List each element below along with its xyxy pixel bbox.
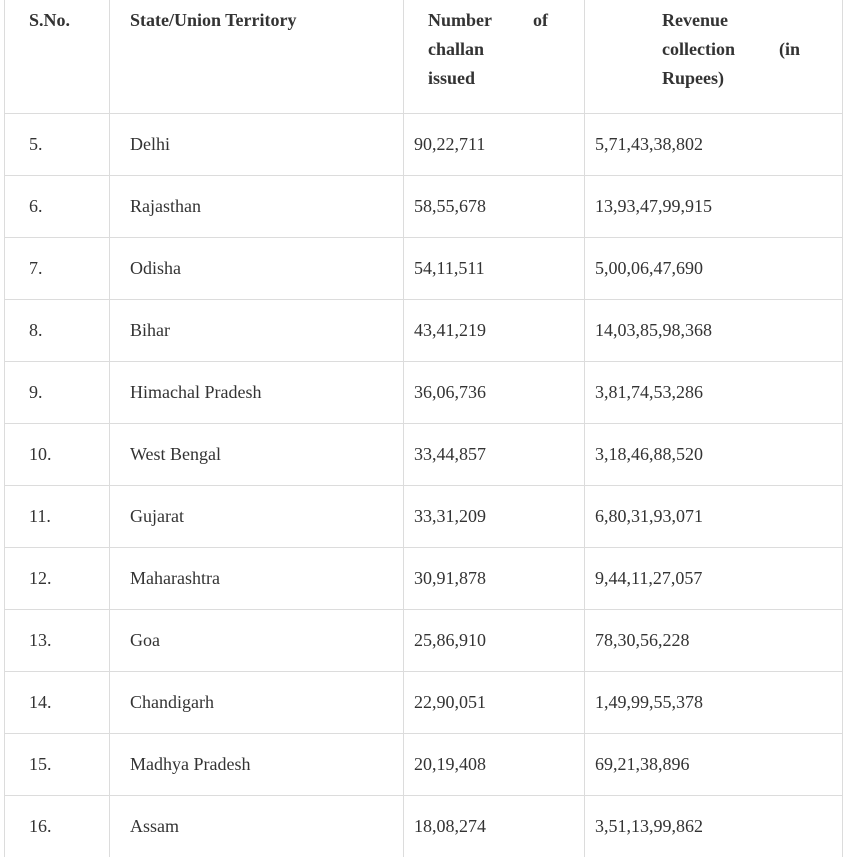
header-state — [110, 0, 404, 113]
cell-sno: 9. — [5, 361, 110, 423]
cell-state: Assam — [110, 795, 404, 857]
cell-state: Madhya Pradesh — [110, 733, 404, 795]
table-header — [5, 0, 843, 113]
header-state-label: State/Union Territory — [130, 10, 297, 30]
table-row — [5, 175, 843, 237]
cell-revenue: 3,18,46,88,520 — [585, 423, 843, 485]
table-row — [5, 299, 843, 361]
cell-challans: 36,06,736 — [404, 361, 585, 423]
cell-state: Rajasthan — [110, 175, 404, 237]
cell-revenue: 13,93,47,99,915 — [585, 175, 843, 237]
header-sno — [5, 0, 110, 113]
cell-challans: 18,08,274 — [404, 795, 585, 857]
cell-sno: 5. — [5, 113, 110, 175]
challan-revenue-table — [4, 0, 843, 857]
table-row — [5, 237, 843, 299]
header-challans-line3: issued — [428, 68, 476, 88]
cell-revenue: 9,44,11,27,057 — [585, 547, 843, 609]
cell-state: Chandigarh — [110, 671, 404, 733]
table-row — [5, 609, 843, 671]
table-body — [5, 113, 843, 857]
cell-revenue: 78,30,56,228 — [585, 609, 843, 671]
cell-sno: 6. — [5, 175, 110, 237]
cell-challans: 90,22,711 — [404, 113, 585, 175]
header-revenue-line1: Revenue — [662, 10, 728, 30]
cell-challans: 33,31,209 — [404, 485, 585, 547]
cell-state: Delhi — [110, 113, 404, 175]
cell-challans: 25,86,910 — [404, 609, 585, 671]
cell-revenue: 5,00,06,47,690 — [585, 237, 843, 299]
cell-state: Bihar — [110, 299, 404, 361]
cell-challans: 54,11,511 — [404, 237, 585, 299]
cell-state: Odisha — [110, 237, 404, 299]
cell-challans: 20,19,408 — [404, 733, 585, 795]
cell-challans: 58,55,678 — [404, 175, 585, 237]
table-row — [5, 423, 843, 485]
header-revenue-line3: Rupees) — [662, 68, 724, 88]
cell-revenue: 3,51,13,99,862 — [585, 795, 843, 857]
cell-revenue: 14,03,85,98,368 — [585, 299, 843, 361]
cell-state: Goa — [110, 609, 404, 671]
header-revenue-line2 — [662, 35, 800, 64]
cell-state: Maharashtra — [110, 547, 404, 609]
header-challans-word-number: Number — [428, 10, 492, 30]
header-revenue-word-in: (in — [778, 39, 800, 59]
cell-revenue: 1,49,99,55,378 — [585, 671, 843, 733]
cell-sno: 10. — [5, 423, 110, 485]
table-row — [5, 547, 843, 609]
cell-sno: 14. — [5, 671, 110, 733]
cell-sno: 7. — [5, 237, 110, 299]
table-row — [5, 671, 843, 733]
header-sno-label: S.No. — [29, 10, 71, 30]
header-challans-word-of: of — [533, 10, 548, 30]
cell-revenue: 69,21,38,896 — [585, 733, 843, 795]
cell-state: Gujarat — [110, 485, 404, 547]
header-revenue-word-collection: collection — [662, 39, 735, 59]
table-row — [5, 361, 843, 423]
cell-sno: 13. — [5, 609, 110, 671]
cell-revenue: 5,71,43,38,802 — [585, 113, 843, 175]
header-revenue — [585, 0, 843, 113]
header-challans — [404, 0, 585, 113]
cell-sno: 12. — [5, 547, 110, 609]
cell-sno: 15. — [5, 733, 110, 795]
table-row — [5, 113, 843, 175]
header-challans-line1 — [428, 6, 548, 35]
cell-challans: 43,41,219 — [404, 299, 585, 361]
cell-revenue: 3,81,74,53,286 — [585, 361, 843, 423]
cell-revenue: 6,80,31,93,071 — [585, 485, 843, 547]
header-row — [5, 0, 843, 113]
table-row — [5, 733, 843, 795]
cell-sno: 8. — [5, 299, 110, 361]
cell-challans: 30,91,878 — [404, 547, 585, 609]
table-row — [5, 485, 843, 547]
cell-sno: 16. — [5, 795, 110, 857]
header-challans-line2: challan — [428, 39, 485, 59]
cell-state: West Bengal — [110, 423, 404, 485]
cell-state: Himachal Pradesh — [110, 361, 404, 423]
cell-sno: 11. — [5, 485, 110, 547]
cell-challans: 22,90,051 — [404, 671, 585, 733]
cell-challans: 33,44,857 — [404, 423, 585, 485]
